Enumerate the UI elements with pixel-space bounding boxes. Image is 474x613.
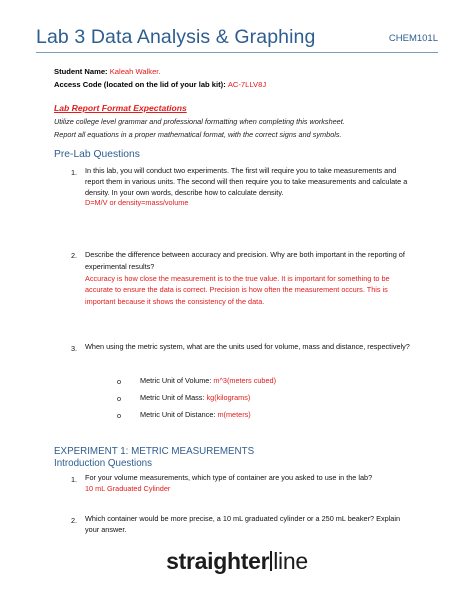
prelab-q2 <box>85 249 415 308</box>
mass-unit-row <box>140 393 250 402</box>
prelab-q1-text: In this lab, you will conduct two experiments. The first will require you to take measurements and report them in various units. The second will then require you to take measurements and calculate a density. In your own words, describe how to calculate density. <box>85 166 408 197</box>
distance-bullet: o <box>117 411 122 420</box>
exp1-q2-text: Which container would be more precise, a 10 mL graduated cylinder or a 250 mL beaker? Explain your answer. <box>85 514 401 534</box>
distance-unit-label: Metric Unit of Distance: <box>140 410 216 419</box>
prelab-q3-number: 3. <box>71 344 78 353</box>
prelab-q1 <box>85 166 415 209</box>
prelab-q2-text: Describe the difference between accuracy and precision. Why are both important in the reporting of experimental results? <box>85 250 405 271</box>
exp1-q1-number: 1. <box>71 475 78 484</box>
student-name-field <box>54 67 161 76</box>
distance-unit-row <box>140 410 251 419</box>
prelab-q1-answer: D=M/V or density=mass/volume <box>85 198 189 208</box>
prelab-heading: Pre-Lab Questions <box>54 149 140 160</box>
access-code-label: Access Code (located on the lid of your lab kit): <box>54 80 226 89</box>
access-code-field <box>54 80 266 89</box>
exp1-q1-answer: 10 mL Graduated Cylinder <box>85 483 171 493</box>
mass-bullet: o <box>117 394 122 403</box>
experiment1-heading: EXPERIMENT 1: METRIC MEASUREMENTS <box>54 446 255 457</box>
format-expectations-heading: Lab Report Format Expectations <box>54 103 187 113</box>
experiment1-subheading: Introduction Questions <box>54 458 153 469</box>
volume-bullet: o <box>117 377 122 386</box>
logo-divider-mark <box>270 551 272 571</box>
mass-unit-value: kg(kilograms) <box>206 393 251 402</box>
prelab-q1-number: 1. <box>71 168 78 177</box>
expectations-line-1: Utilize college level grammar and professional formatting when completing this worksheet. <box>54 117 345 126</box>
straighterline-logo <box>0 548 474 575</box>
course-code: CHEM101L <box>388 33 438 44</box>
mass-unit-label: Metric Unit of Mass: <box>140 393 205 402</box>
volume-unit-label: Metric Unit of Volume: <box>140 376 212 385</box>
header-divider <box>36 52 438 53</box>
document-title: Lab 3 Data Analysis & Graphing <box>36 26 316 48</box>
volume-unit-value: m^3(meters cubed) <box>213 376 277 385</box>
access-code-value: AC-7LLV8J <box>227 80 267 89</box>
student-name-value: Kaleah Walker. <box>109 67 161 76</box>
exp1-q1 <box>85 473 415 495</box>
prelab-q3-text: When using the metric system, what are the units used for volume, mass and distance, respectively? <box>85 342 410 351</box>
prelab-q2-answer: Accuracy is how close the measurement is to the true value. It is important for something to be accurate to ensure the data is correct. Precision is how often the measurement occurs. This is important because it shows the consistency of the data. <box>85 273 390 307</box>
exp1-q2-number: 2. <box>71 516 78 525</box>
student-name-label: Student Name: <box>54 67 108 76</box>
distance-unit-value: m(meters) <box>217 410 251 419</box>
logo-text-light: line <box>273 548 308 574</box>
prelab-q2-number: 2. <box>71 251 78 260</box>
exp1-q1-text: For your volume measurements, which type of container are you asked to use in the lab? <box>85 473 373 482</box>
expectations-line-2: Report all equations in a proper mathematical format, with the correct signs and symbols. <box>54 130 342 139</box>
logo-text-bold: straighter <box>166 548 270 574</box>
volume-unit-row <box>140 376 276 385</box>
